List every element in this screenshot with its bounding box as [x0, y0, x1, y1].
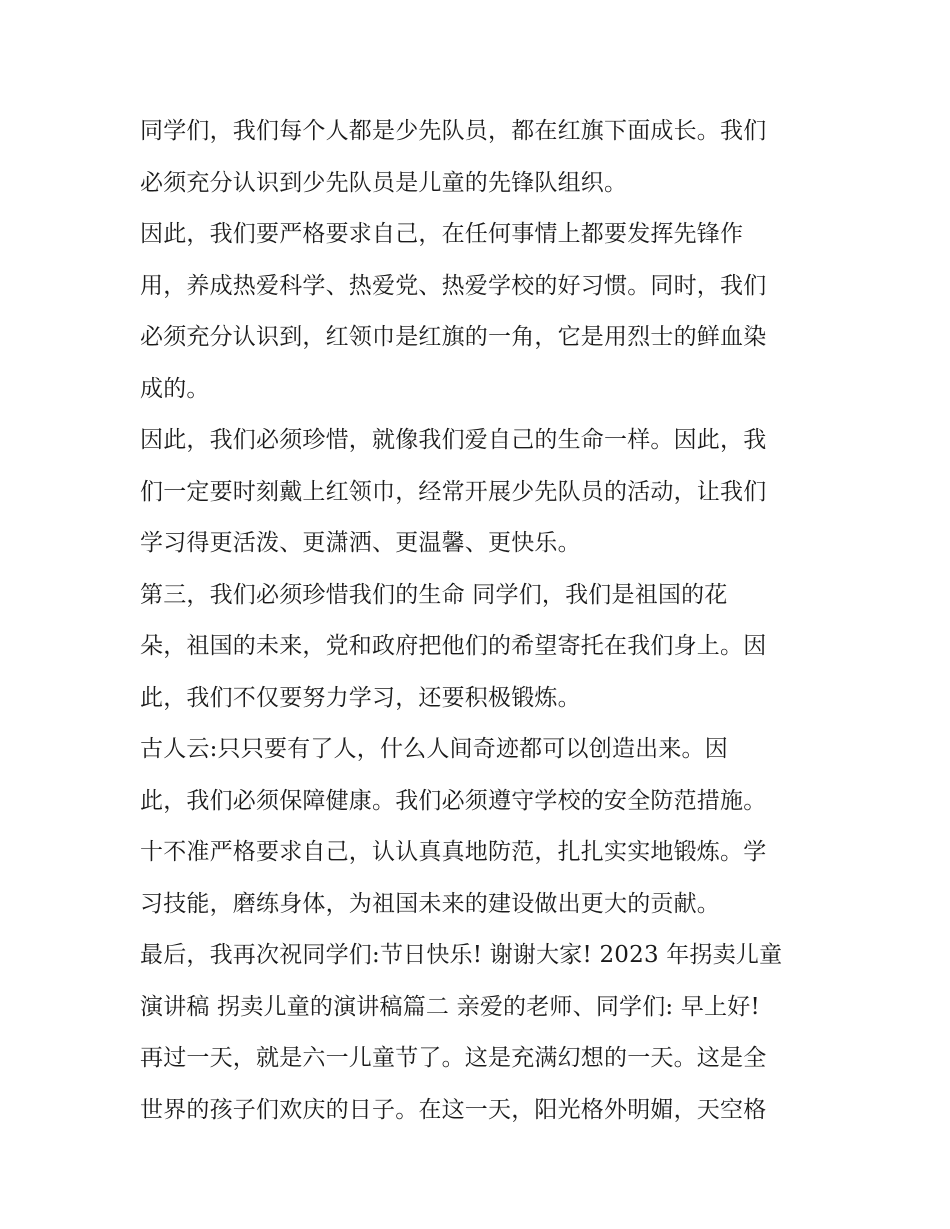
- text-line: 此，我们不仅要努力学习，还要积极锻炼。: [140, 684, 581, 711]
- document-body: [140, 110, 830, 1140]
- text-line: 最后，我再次祝同学们:节日快乐! 谢谢大家! 2023 年拐卖儿童: [140, 942, 783, 968]
- text-line: 必须充分认识到，红领巾是红旗的一角，它是用烈士的鲜血染: [140, 324, 767, 350]
- text-line: 习技能，磨练身体，为祖国未来的建设做出更大的贡献。: [140, 890, 720, 917]
- text-line: 再过一天，就是六一儿童节了。这是充满幻想的一天。这是全: [140, 1045, 767, 1071]
- text-line: 用，养成热爱科学、热爱党、热爱学校的好习惯。同时，我们: [140, 272, 767, 299]
- text-line: 朵，祖国的未来，党和政府把他们的希望寄托在我们身上。因: [140, 633, 767, 659]
- text-line: 必须充分认识到少先队员是儿童的先锋队组织。: [140, 169, 628, 196]
- text-line: 世界的孩子们欢庆的日子。在这一天，阳光格外明媚，天空格: [140, 1096, 767, 1123]
- text-line: 演讲稿 拐卖儿童的演讲稿篇二 亲爱的老师、同学们: 早上好!: [140, 993, 760, 1020]
- text-line: 因此，我们要严格要求自己，在任何事情上都要发挥先锋作: [140, 221, 744, 247]
- text-line: 第三，我们必须珍惜我们的生命 同学们，我们是祖国的花: [140, 581, 728, 608]
- text-line: 古人云:只只要有了人，什么人间奇迹都可以创造出来。因: [140, 736, 728, 762]
- text-line: 成的。: [140, 375, 210, 402]
- text-line: 此，我们必须保障健康。我们必须遵守学校的安全防范措施。: [140, 787, 767, 814]
- text-line: 十不准严格要求自己，认认真真地防范，扎扎实实地锻炼。学: [140, 839, 767, 865]
- text-line: 们一定要时刻戴上红领巾，经常开展少先队员的活动，让我们: [140, 478, 767, 505]
- text-line: 因此，我们必须珍惜，就像我们爱自己的生命一样。因此，我: [140, 427, 767, 453]
- text-line: 学习得更活泼、更潇洒、更温馨、更快乐。: [140, 530, 581, 556]
- text-line: 同学们，我们每个人都是少先队员，都在红旗下面成长。我们: [140, 118, 767, 144]
